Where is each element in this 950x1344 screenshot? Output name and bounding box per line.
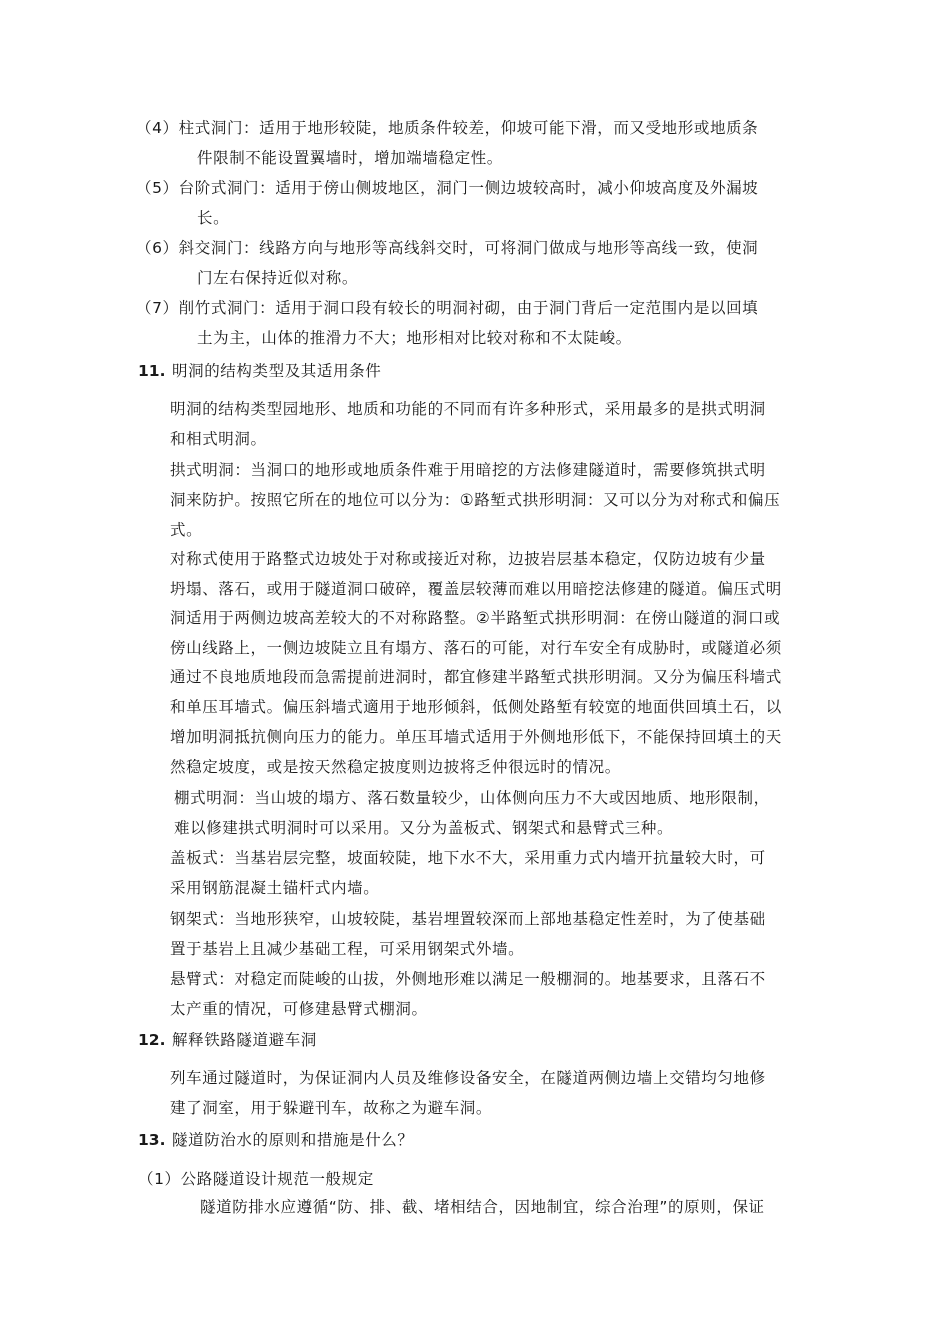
q11-para1-line-1: 明洞的结构类型园地形、地质和功能的不同而有许多种形式，采用最多的是拱式明洞 xyxy=(170,400,766,418)
q11-para1-line-2: 和相式明洞。 xyxy=(170,430,267,448)
list-item-4-line-2: 件限制不能设置翼墙时，增加端墙稳定性。 xyxy=(197,149,503,167)
q13-subheading-1: （1）公路隧道设计规范一般规定 xyxy=(138,1170,374,1188)
q11-para2-line-3: 式。 xyxy=(170,521,203,539)
q11-para6-line-1: 钢架式：当地形狭窄，山坡较陡，基岩埋置较深而上部地基稳定性差时，为了使基础 xyxy=(170,910,766,928)
q11-para3-line-3: 洞适用于两侧边坡高差较大的不对称路整。②半路堑式拱形明洞：在傍山隧道的洞口或 xyxy=(170,609,781,627)
list-item-5-line-2: 长。 xyxy=(197,209,230,227)
q11-para3-line-5: 通过不良地质地段而急需提前进洞时，都宜修建半路堑式拱形明洞。又分为偏压科墙式 xyxy=(170,668,782,686)
question-12-title: 解释铁路隧道避车洞 xyxy=(172,1031,317,1049)
list-item-7-line-1: （7）削竹式洞门：适用于洞口段有较长的明洞衬砌，由于洞门背后一定范围内是以回填 xyxy=(136,299,759,317)
question-13-number: 13. xyxy=(138,1131,166,1149)
q11-para6-line-2: 置于基岩上且减少基础工程，可采用钢架式外墙。 xyxy=(170,940,525,958)
q11-para5-line-2: 采用钢筋混凝土锚杆式内墙。 xyxy=(170,879,380,897)
q12-para1-line-2: 建了洞室，用于躲避刊车，故称之为避车洞。 xyxy=(170,1099,493,1117)
q11-para4-line-2: 难以修建拱式明洞时可以采用。又分为盖板式、钢架式和悬臂式三种。 xyxy=(174,819,674,837)
question-11-title: 明洞的结构类型及其适用条件 xyxy=(172,362,382,380)
q11-para7-line-1: 悬臂式：对稳定而陡峻的山拔，外侧地形难以满足一般棚洞的。地基要求，且落石不 xyxy=(170,970,766,988)
q11-para2-line-1: 拱式明洞：当洞口的地形或地质条件难于用暗挖的方法修建隧道时，需要修筑拱式明 xyxy=(170,461,766,479)
q12-para1-line-1: 列车通过隧道时，为保证洞内人员及维修设备安全，在隧道两侧边墙上交错均匀地修 xyxy=(170,1069,766,1087)
q11-para4-line-1: 棚式明洞：当山坡的塌方、落石数量较少，山体侧向压力不大或因地质、地形限制， xyxy=(174,789,770,807)
q11-para3-line-7: 增加明洞抵抗侧向压力的能力。单压耳墙式适用于外侧地形低下，不能保持回填土的天 xyxy=(170,728,782,746)
question-13-title: 隧道防治水的原则和措施是什么？ xyxy=(172,1131,414,1149)
q11-para7-line-2: 太产重的情况，可修建悬臂式棚洞。 xyxy=(170,1000,428,1018)
q11-para5-line-1: 盖板式：当基岩层完整，坡面较陡，地下水不大，采用重力式内墙开抗量较大时，可 xyxy=(170,849,766,867)
list-item-6-line-1: （6）斜交洞门：线路方向与地形等高线斜交时，可将洞门做成与地形等高线一致，使洞 xyxy=(136,239,759,257)
list-item-5-line-1: （5）台阶式洞门：适用于傍山侧坡地区，洞门一侧边坡较高时，减小仰坡高度及外漏坡 xyxy=(136,179,759,197)
q11-para2-line-2: 洞来防护。按照它所在的地位可以分为：①路堑式拱形明洞：又可以分为对称式和偏压 xyxy=(170,491,781,509)
q11-para3-line-1: 对称式使用于路整式边坡处于对称或接近对称，边披岩层基本稳定，仅防边坡有少量 xyxy=(170,550,766,568)
q11-para3-line-4: 傍山线路上，一侧边坡陡立且有塌方、落石的可能，对行车安全有成胁时，或隧道必须 xyxy=(170,639,782,657)
q11-para3-line-8: 然稳定坡度，或是按天然稳定披度则边披将乏仲很远时的情况。 xyxy=(170,758,621,776)
q13-para1-line-1: 隧道防排水应遵循“防、排、截、堵相结合，因地制宜，综合治理”的原则，保证 xyxy=(200,1198,765,1216)
list-item-6-line-2: 门左右保持近似对称。 xyxy=(197,269,359,287)
question-12-number: 12. xyxy=(138,1031,166,1049)
list-item-7-line-2: 土为主，山体的推滑力不大；地形相对比较对称和不太陡峻。 xyxy=(197,329,632,347)
list-item-4-line-1: （4）柱式洞门：适用于地形较陡，地质条件较差，仰坡可能下滑，而又受地形或地质条 xyxy=(136,119,759,137)
q11-para3-line-6: 和单压耳墙式。偏压斜墙式適用于地形倾斜，低侧处路堑有较宽的地面供回填土石，以 xyxy=(170,698,782,716)
question-11-number: 11. xyxy=(138,362,166,380)
q11-para3-line-2: 坍塌、落石，或用于隧道洞口破碎，覆盖层较薄而难以用暗挖法修建的隧道。偏压式明 xyxy=(170,580,782,598)
